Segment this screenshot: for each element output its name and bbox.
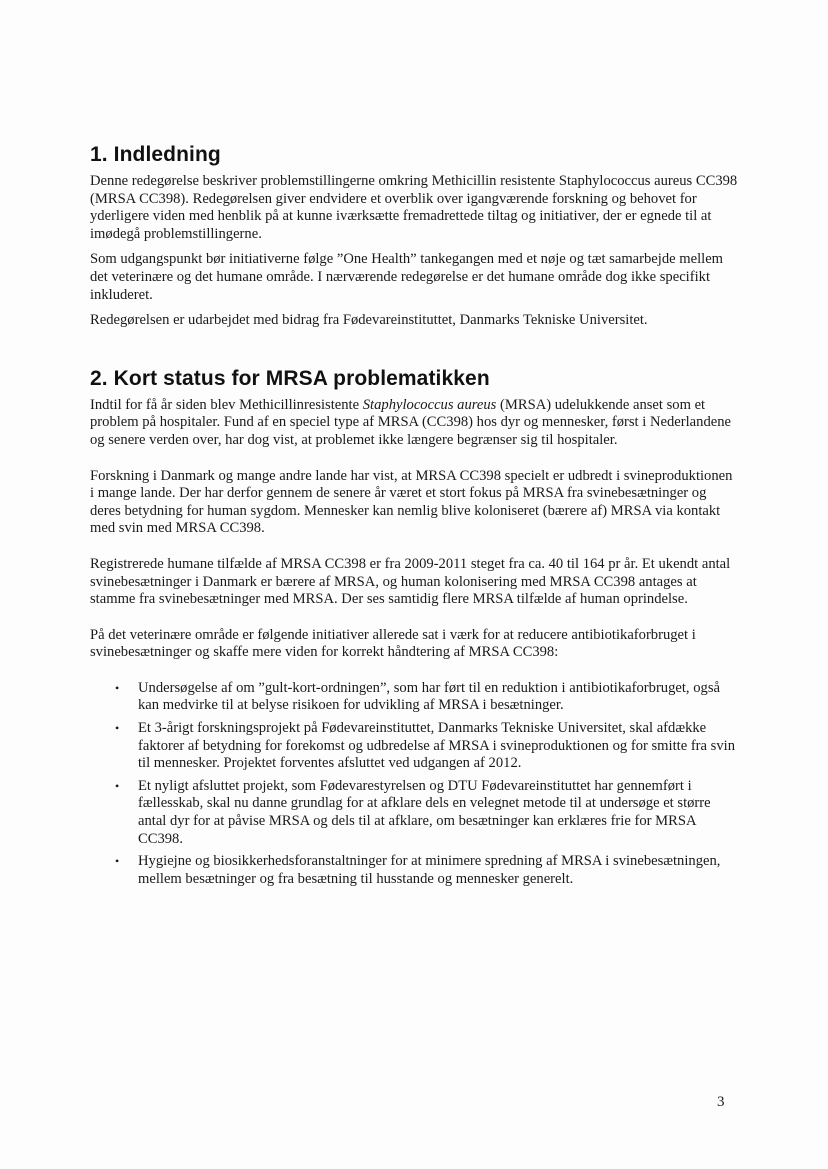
list-item-text: Hygiejne og biosikkerhedsforanstaltninger for at minimere spredning af MRSA i svinebesætningen, mellem besætninger og fra besætning til husstande og mennesker generelt.: [138, 853, 721, 887]
status-paragraph-1: Forskning i Danmark og mange andre lande har vist, at MRSA CC398 specielt er udbredt i svineproduktionen i mange lande. Der har derfor gennem de senere år været et stort fokus på MRSA fra svinebesætninger og deres betydning for human sygdom. Mennesker kan nemlig blive koloniseret (bærere af) MRSA via kontakt med svin med MRSA CC398.: [90, 467, 733, 537]
page-content: [90, 143, 738, 893]
bullet-glyph: •: [115, 854, 120, 869]
bullet-glyph: •: [115, 778, 120, 793]
intro-paragraph-1: Denne redegørelse beskriver problemstillingerne omkring Methicillin resistente Staphylococcus aureus CC398 (MRSA CC398). Redegørelsen giver endvidere et overblik over igangværende forskning og behovet for yderligere viden med henblik på at kunne iværksætte fremadrettede tiltag og initiativer, der er egnede til at imødegå problemstillingerne.: [90, 173, 738, 242]
list-item: [115, 679, 738, 715]
status-intro-before: Indtil for få år siden blev Methicillinresistente: [90, 396, 363, 413]
initiatives-list: [90, 680, 738, 889]
list-item-text: Undersøgelse af om ”gult-kort-ordningen”, som har ført til en reduktion i antibiotikaforbruget, også kan medvirke til at belyse risikoen for udvikling af MRSA i besætninger.: [138, 679, 720, 714]
list-item: [115, 777, 738, 848]
status-intro-after: (MRSA) udelukkende anset som et problem på hospitaler. Fund af en speciel type af MRSA (CC398) hos dyr og mennesker, først i Nederlandene og senere verden over, har dog vist, at problemet ikke længere begrænser sig til hospitaler.: [90, 396, 731, 448]
section-mrsa-status: [90, 367, 738, 889]
list-item-text: Et 3-årigt forskningsprojekt på Fødevareinstituttet, Danmarks Tekniske Universitet, skal afdække faktorer af betydning for forekomst og udbredelse af MRSA i svineproduktionen og for smitte fra svin til mennesker. Projektet forventes afsluttet ved udgangen af 2012.: [138, 720, 735, 772]
status-paragraph-intro: [90, 397, 738, 450]
intro-paragraph-3: Redegørelsen er udarbejdet med bidrag fra Fødevareinstituttet, Danmarks Tekniske Universitet.: [90, 312, 648, 329]
section-heading-introduction: 1. Indledning: [90, 143, 221, 166]
list-item: [115, 720, 738, 773]
bullet-glyph: •: [115, 680, 120, 695]
status-paragraph-2: Registrerede humane tilfælde af MRSA CC398 er fra 2009-2011 steget fra ca. 40 til 164 pr år. Et ukendt antal svinebesætninger i Danmark er bærere af MRSA, og human kolonisering med MRSA CC398 antages at stamme fra svinebesætninger med MRSA. Der ses samtidig flere MRSA tilfælde af human oprindelse.: [90, 555, 731, 608]
list-item: [115, 853, 738, 888]
intro-paragraph-2: Som udgangspunkt bør initiativerne følge ”One Health” tankegangen med et nøje og tæt samarbejde mellem det veterinære og det humane område. I nærværende redegørelse er det humane område dog ikke specifikt inkluderet.: [90, 251, 724, 303]
status-intro-species: Staphylococcus aureus: [362, 396, 497, 413]
list-item-text: Et nyligt afsluttet projekt, som Fødevarestyrelsen og DTU Fødevareinstituttet har gennemført i fællesskab, skal nu danne grundlag for at afklare dels en velegnet metode til at undersøge et større antal dyr for at påvise MRSA og dels til at afklare, om besætninger kan erklæres frie for MRSA CC398.: [138, 777, 711, 847]
section-heading-mrsa-status: 2. Kort status for MRSA problematikken: [90, 366, 490, 390]
section-introduction: [90, 143, 738, 330]
page-number: 3: [717, 1094, 725, 1110]
status-paragraph-3: På det veterinære område er følgende initiativer allerede sat i værk for at reducere antibiotikaforbruget i svinebesætninger og skaffe mere viden for korrekt håndtering af MRSA CC398:: [90, 626, 696, 661]
bullet-glyph: •: [115, 721, 120, 736]
